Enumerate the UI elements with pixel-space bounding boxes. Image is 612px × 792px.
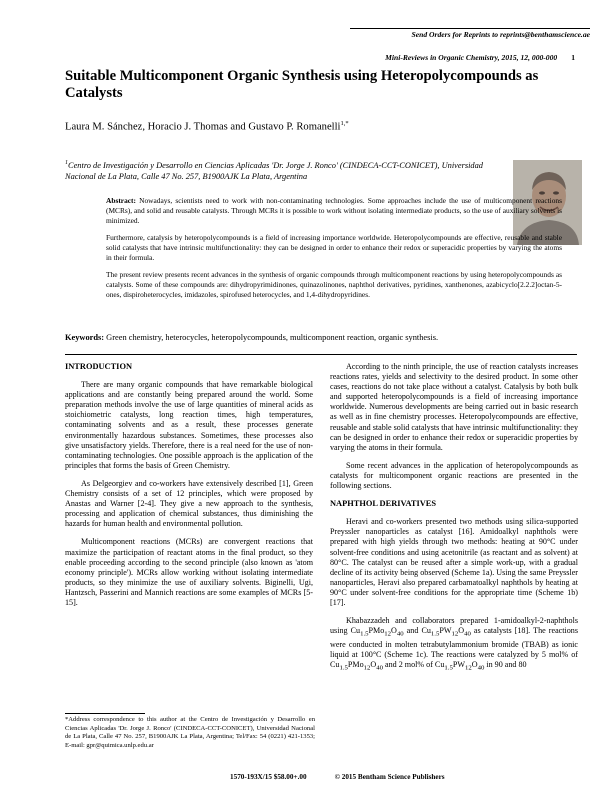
reprints-text: Send Orders for Reprints to reprints@benthamscience.ae bbox=[411, 30, 590, 39]
author-list bbox=[65, 120, 349, 133]
introduction-heading: INTRODUCTION bbox=[65, 362, 133, 371]
keywords bbox=[65, 333, 565, 342]
abstract-paragraph-1: Abstract: Nowadays, scientists need to work with non-contaminating technologies. Some approaches include the use of multicomponent reactions (MCRs), and solid and reusable catalysts. Through MCRs it is possible to work without isolating intermediate products, so the use of auxiliary solvents is minimized. bbox=[106, 196, 562, 225]
publisher-copyright: © 2015 Bentham Science Publishers bbox=[334, 773, 445, 781]
abstract-paragraph-3: The present review presents recent advances in the synthesis of organic compounds through multicomponent reactions by using heteropolycompounds as catalysts. Some of these compounds are: dihydropyrimidinones, quinazolinones, naphthol derivatives, pyridines, xanthenones, azabicyclo[2.2.2]octan-5-ones, dispiroheterocycles, imidazoles, spirofused heterocycles, and 1,4-dihydropyridines. bbox=[106, 270, 562, 299]
journal-citation: Mini-Reviews in Organic Chemistry, 2015, 12, 000-000 bbox=[385, 53, 558, 62]
right-paragraph-1: According to the ninth principle, the use of reaction catalysts increases reactions rates, yields and selectivity to the desired product. In some other cases, reactions do not take place without a catalyst. Catalysis by both bulk and supported heteropolycompounds is a field of increasing importance worldwide. Numerous developments are being carried out in basic research as well as in fine chemistry processes. Heteropolycompounds are effective, reusable and stable solid catalysts that have intrinsic multifunctionality: they can be designed in order to enhance their redox or superacidic properties by varying the atoms in their formula. bbox=[330, 362, 578, 452]
abstract-paragraph-2: Furthermore, catalysis by heteropolycompounds is a field of increasing importance worldwide. Heteropolycompounds are effective, reusable and stable solid catalysts that have intrinsic multifunctionality: they can be designed in order to enhance their redox or superacidic properties by varying the atoms in their formula. bbox=[106, 233, 562, 262]
right-paragraph-4: Khabazzadeh and collaborators prepared 1-amidoalkyl-2-naphthols using $Cu_{1.5}PMo_{12}O_{40}$ and $Cu_{1.5}PW_{12}O_{40}$ as catalysts [18]. The reactions were conducted in molten tetrabutylammonium bromide (TBAB) as ionic liquid at 100°C (Scheme 1c). The reactions were catalyzed by 5 mol% of $Cu_{1.5}PMo_{12}O_{40}$ and 2 mol% of $Cu_{1.5}PW_{12}O_{40}$ in 90 and 80 bbox=[330, 616, 578, 672]
paper-title: Suitable Multicomponent Organic Synthesis using Heteropolycompounds as Catalysts bbox=[65, 68, 539, 101]
reprints-banner bbox=[350, 28, 590, 41]
right-paragraph-3: Heravi and co-workers presented two methods using silica-supported Preyssler nanoparticles as catalyst [16]. Amidoalkyl naphthols were prepared with high yields through two methods: heating at 90°C under solvent-free conditions and using acetonitrile (as reactant and as solvent) at 80°C. The catalyst can be reused after a simple work-up, with a gradual decline of its activity being observed (Scheme 1a). Using the same Preyssler nanoparticles, Heravi also prepared carbamatoalkyl naphthols by heating at 90°C under solvent-free conditions for the appropriate time (Scheme 1b) [17]. bbox=[330, 517, 578, 607]
intro-paragraph-2: As Delgeorgiev and co-workers have extensively described [1], Green Chemistry consists of a set of 12 principles, which were proposed by Anastas and Warner [2-4]. They give a new approach to the synthesis, processing and application of chemical substances, thus diminishing the hazards for human health and environmental pollution. bbox=[65, 478, 313, 529]
affiliation-text: Centro de Investigación y Desarrollo en Ciencias Aplicadas 'Dr. Jorge J. Ronco' (CINDECA-CCT-CONICET), Universidad Nacional de La Plata, Calle 47 No. 257, B1900AJK La Plata, Argentina bbox=[65, 160, 483, 181]
keywords-text: Green chemistry, heterocycles, heteropolycompounds, multicomponent reaction, organic synthesis. bbox=[104, 333, 439, 342]
abstract bbox=[106, 196, 562, 307]
page-number: 1 bbox=[571, 53, 575, 62]
page-footer bbox=[230, 773, 445, 781]
section-divider bbox=[65, 354, 577, 355]
correspondence-footnote: *Address correspondence to this author at the Centro de Investigación y Desarrollo en Ciencias Aplicadas 'Dr. Jorge J. Ronco' (CINDECA-CCT-CONICET), Universidad Nacional de La Plata, Calle 47 No. 257, B1900AJK La Plata, Argentina; Tel/Fax: 54 (0221) 421-1353; E-mail: gpr@quimica.unlp.edu.ar bbox=[65, 716, 315, 749]
keywords-label: Keywords: bbox=[65, 333, 105, 342]
naphthol-heading: NAPHTHOL DERIVATIVES bbox=[330, 499, 437, 509]
affiliation bbox=[65, 158, 515, 182]
issn-price: 1570-193X/15 $58.00+.00 bbox=[230, 773, 307, 781]
authors-text: Laura M. Sánchez, Horacio J. Thomas and Gustavo P. Romanelli bbox=[65, 121, 341, 133]
journal-header bbox=[40, 53, 575, 62]
authors-superscript: 1,* bbox=[340, 120, 349, 127]
right-column bbox=[330, 362, 578, 682]
footnote-divider bbox=[65, 713, 145, 714]
intro-paragraph-1: There are many organic compounds that have remarkable biological applications and are constantly being prepared around the world. Some preparation methods involve the use of large quantities of mineral acids as stoichiometric catalysts, long reaction times, high temperatures, contaminating solvents and as a result, these processes generate environmentally hazardous substances. Sometimes, these processes also give unsatisfactory yields. Therefore, there is a real need for the use of non-contaminating technologies. One possible approach is the application of the principles that forms the basis of Green Chemistry. bbox=[65, 380, 313, 470]
left-column bbox=[65, 362, 313, 616]
right-paragraph-2: Some recent advances in the application of heteropolycompounds as catalysts for multicomponent organic reactions are presented in the following sections. bbox=[330, 460, 578, 491]
intro-paragraph-3: Multicomponent reactions (MCRs) are convergent reactions that maximize the participation of reactant atoms in the final product, so they enable proceeding according to the second principle (also known as 'atom economy principle'). MCRs allow working without isolating intermediate products, so they minimize the use of auxiliary solvents. Biginelli, Ugi, Hantzsch, Passerini and Mannich reactions are some examples of MCRs [5-15]. bbox=[65, 537, 313, 607]
abstract-label: Abstract: bbox=[106, 196, 136, 205]
affiliation-superscript: 1 bbox=[65, 160, 68, 166]
